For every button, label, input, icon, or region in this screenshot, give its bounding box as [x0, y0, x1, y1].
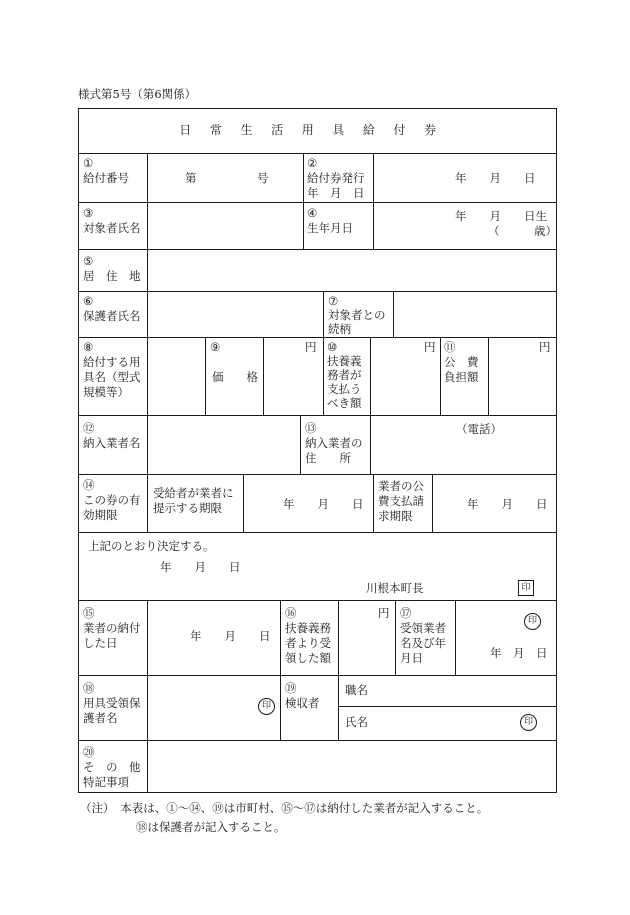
- presentation-deadline-label: 受給者が業者に: [153, 486, 234, 500]
- note-line-2: ⑱は保護者が記入すること。: [136, 820, 286, 834]
- field-2-label: 給付券発行: [307, 171, 365, 185]
- field-10-number: ⑩: [327, 340, 338, 354]
- price-unit: 円: [305, 340, 317, 354]
- field-3-number: ③: [83, 206, 94, 220]
- mayor-seal-icon: 印: [518, 580, 534, 596]
- field-15-label-2: した日: [83, 636, 118, 650]
- issue-date-value[interactable]: 年 月 日: [455, 171, 536, 185]
- field-15-number: ⑮: [83, 606, 95, 620]
- field-9-number: ⑨: [210, 340, 221, 354]
- field-7-label: 対象者との: [328, 308, 386, 322]
- field-9-label: 価 格: [212, 370, 258, 384]
- billing-deadline-label-2: 費支払請: [378, 494, 424, 508]
- field-19-label: 検収者: [285, 696, 320, 710]
- inspector-name-label: 氏名: [345, 715, 368, 729]
- guardian-payment-unit: 円: [424, 340, 436, 354]
- field-16-number: ⑯: [285, 606, 297, 620]
- field-10-label-4: べき額: [327, 396, 362, 410]
- billing-deadline-label: 業者の公: [378, 479, 424, 493]
- billing-deadline-value[interactable]: 年 月 日: [467, 497, 548, 511]
- note-line-1: （注） 本表は、①～⑭、⑲は市町村、⑮～⑰は納付した業者が記入すること。: [80, 801, 489, 815]
- presentation-deadline-label-2: 提示する期限: [153, 501, 222, 515]
- field-13-label-2: 住 所: [305, 451, 351, 465]
- field-11-label-2: 負担額: [444, 370, 479, 384]
- field-11-number: ⑪: [444, 340, 456, 354]
- field-10-label: 扶養義: [327, 354, 362, 368]
- field-8-label-3: 規模等）: [83, 385, 129, 399]
- field-16-label-3: 領した額: [285, 651, 331, 665]
- field-17-label-2: 名及び年: [400, 636, 446, 650]
- field-6-number: ⑥: [83, 294, 94, 308]
- field-8-label: 給付する用: [83, 355, 141, 369]
- field-14-number: ⑭: [83, 478, 95, 492]
- field-2-label-date: 年 月 日: [307, 186, 365, 200]
- field-17-label: 受領業者: [400, 621, 446, 635]
- field-8-label-2: 具名（型式: [83, 370, 141, 384]
- field-7-number: ⑦: [328, 294, 339, 308]
- field-14-label: この券の有: [83, 493, 141, 507]
- field-18-label-2: 護者名: [83, 711, 118, 725]
- field-16-label: 扶養義務: [285, 621, 331, 635]
- supplier-phone-label: （電話）: [456, 422, 502, 436]
- field-17-label-3: 月日: [400, 651, 423, 665]
- field-13-label: 納入業者の: [305, 436, 363, 450]
- supplier-received-date[interactable]: 年 月 日: [490, 646, 548, 660]
- field-2-number: ②: [307, 156, 318, 170]
- field-20-label-2: 特記事項: [83, 775, 129, 789]
- field-3-label: 対象者氏名: [83, 221, 141, 235]
- age-value[interactable]: （ 歳）: [488, 224, 557, 238]
- field-6-label: 保護者氏名: [83, 309, 141, 323]
- billing-deadline-label-3: 求期限: [378, 509, 413, 523]
- guardian-seal-icon: 印: [258, 698, 275, 715]
- field-16-label-2: 者より受: [285, 636, 331, 650]
- field-11-label: 公 費: [444, 355, 479, 369]
- field-18-label: 用具受領保: [83, 696, 141, 710]
- field-10-label-3: 支払う: [327, 382, 362, 396]
- field-12-number: ⑫: [83, 421, 95, 435]
- field-7-label-2: 続柄: [328, 322, 351, 336]
- decision-date[interactable]: 年 月 日: [160, 560, 241, 574]
- field-1-label: 給付番号: [83, 171, 129, 185]
- public-expense-unit: 円: [539, 340, 551, 354]
- field-4-label: 生年月日: [307, 221, 353, 235]
- field-1-number: ①: [83, 156, 94, 170]
- field-5-number: ⑤: [83, 254, 94, 268]
- field-15-label: 業者の納付: [83, 621, 141, 635]
- field-4-number: ④: [307, 206, 318, 220]
- field-5-label: 居 住 地: [83, 269, 141, 283]
- field-20-number: ⑳: [83, 745, 95, 759]
- birth-date-value[interactable]: 年 月 日生: [455, 209, 547, 223]
- mayor-title: 川根本町長: [366, 581, 424, 595]
- field-18-number: ⑱: [83, 681, 95, 695]
- field-20-label: そ の 他: [83, 760, 141, 774]
- grant-number-suffix: 号: [257, 171, 269, 185]
- inspector-post-label: 職名: [345, 683, 368, 697]
- field-14-label-2: 効期限: [83, 508, 118, 522]
- supplier-seal-icon: 印: [524, 613, 541, 630]
- grant-number-prefix: 第: [185, 171, 197, 185]
- field-8-number: ⑧: [83, 340, 94, 354]
- delivery-date-value[interactable]: 年 月 日: [190, 629, 271, 643]
- inspector-seal-icon: 印: [520, 714, 537, 731]
- decision-statement: 上記のとおり決定する。: [88, 539, 215, 553]
- field-10-label-2: 務者が: [327, 368, 362, 382]
- form-title: 日常生活用具給付券: [179, 123, 455, 137]
- field-12-label: 納入業者名: [83, 436, 141, 450]
- field-17-number: ⑰: [400, 606, 412, 620]
- received-amount-unit: 円: [378, 606, 390, 620]
- form-number: 様式第5号（第6関係）: [78, 87, 197, 101]
- field-19-number: ⑲: [285, 681, 297, 695]
- presentation-deadline-value[interactable]: 年 月 日: [283, 497, 364, 511]
- field-13-number: ⑬: [305, 421, 317, 435]
